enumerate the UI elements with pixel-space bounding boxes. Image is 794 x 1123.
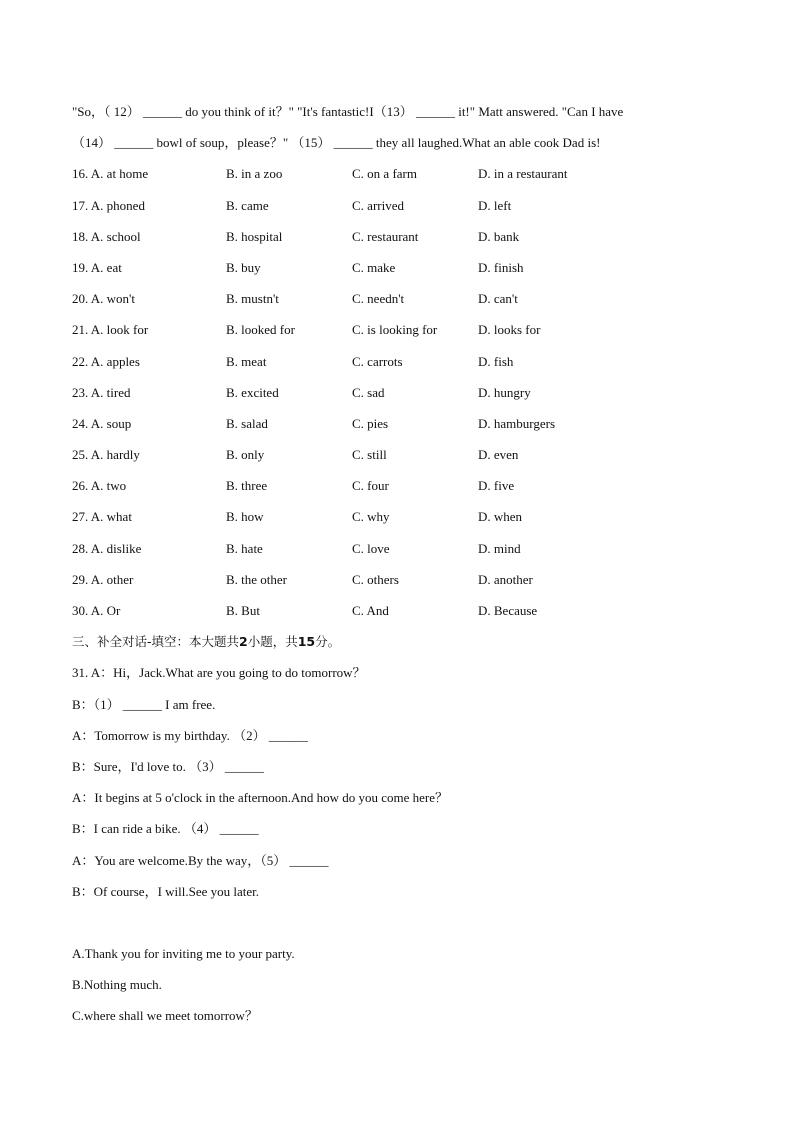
- question-row: [72, 290, 732, 321]
- option-b: B. meat: [226, 353, 267, 369]
- option-d: D. hungry: [478, 384, 531, 400]
- section-points: 15: [297, 634, 316, 650]
- question-row: [72, 540, 732, 571]
- dialogue-line: B：Of course，I will.See you later.: [72, 883, 260, 899]
- dialogue-line: B：I can ride a bike. （4） ______: [72, 821, 259, 837]
- option-b: B. But: [226, 603, 260, 618]
- question-row: [72, 415, 732, 446]
- option-b: B. salad: [226, 415, 268, 431]
- question-row: [72, 602, 732, 633]
- option-c: C. make: [352, 259, 396, 275]
- option-a: 29. A. other: [72, 571, 134, 587]
- option-c: C. needn't: [352, 291, 405, 307]
- option-c: C. on a farm: [352, 166, 417, 182]
- option-c: C. is looking for: [352, 322, 438, 338]
- option-a: 20. A. won't: [72, 291, 136, 307]
- option-a: 21. A. look for: [72, 322, 149, 338]
- option-d: D. left: [478, 197, 512, 213]
- option-d: D. Because: [478, 603, 538, 618]
- question-row: [72, 321, 732, 352]
- question-row: [72, 446, 732, 477]
- question-list: [72, 165, 732, 633]
- option-b: B. only: [226, 447, 265, 463]
- option-a: 28. A. dislike: [72, 540, 142, 556]
- section-heading-suffix: 分。: [315, 634, 341, 650]
- choice-item: C.where shall we meet tomorrow？: [72, 1008, 258, 1024]
- section-heading-mid: 小题，共: [247, 634, 298, 650]
- option-c: C. why: [352, 509, 390, 525]
- option-b: B. three: [226, 478, 268, 494]
- passage-line-2: （14） ______ bowl of soup，please？" （15） ______ they all laughed.What an able cook Dad is!: [72, 135, 601, 151]
- document-page: [72, 103, 732, 1038]
- option-d: D. hamburgers: [478, 415, 556, 431]
- option-c: C. sad: [352, 384, 385, 400]
- question-row: [72, 228, 732, 259]
- option-d: D. when: [478, 509, 523, 525]
- option-c: C. others: [352, 571, 399, 587]
- option-b: B. hospital: [226, 228, 283, 244]
- option-b: B. hate: [226, 540, 263, 556]
- option-b: B. excited: [226, 384, 279, 400]
- option-a: 22. A. apples: [72, 353, 140, 369]
- section-question-count: 2: [239, 634, 248, 650]
- choice-item: A.Thank you for inviting me to your party.: [72, 945, 295, 961]
- option-a: 18. A. school: [72, 228, 141, 244]
- option-a: 23. A. tired: [72, 384, 131, 400]
- dialogue-line: A：It begins at 5 o'clock in the afternoon.And how do you come here？: [72, 790, 448, 806]
- answer-choices: [72, 945, 732, 1039]
- option-d: D. mind: [478, 540, 521, 556]
- option-a: 26. A. two: [72, 478, 127, 494]
- option-a: 16. A. at home: [72, 166, 149, 182]
- question-row: [72, 197, 732, 228]
- passage-line-1: "So，（ 12） ______ do you think of it？" "It's fantastic!I（13） ______ it!" Matt answered. "Can I have: [72, 104, 624, 119]
- question-row: [72, 508, 732, 539]
- option-d: D. five: [478, 478, 515, 494]
- question-row: [72, 353, 732, 384]
- option-d: D. looks for: [478, 322, 541, 338]
- option-b: B. mustn't: [226, 291, 279, 307]
- option-b: B. how: [226, 509, 264, 525]
- dialogue: [72, 664, 732, 914]
- option-c: C. still: [352, 447, 387, 463]
- dialogue-line: 31. A：Hi，Jack.What are you going to do tomorrow？: [72, 665, 366, 681]
- section-heading: [72, 633, 732, 664]
- option-a: 27. A. what: [72, 509, 132, 525]
- option-c: C. four: [352, 478, 389, 494]
- question-row: [72, 571, 732, 602]
- option-a: 17. A. phoned: [72, 197, 145, 213]
- option-c: C. love: [352, 540, 390, 556]
- dialogue-line: A：You are welcome.By the way，（5） ______: [72, 852, 329, 868]
- option-c: C. restaurant: [352, 228, 419, 244]
- option-b: B. buy: [226, 259, 261, 275]
- dialogue-line: A：Tomorrow is my birthday. （2） ______: [72, 727, 308, 743]
- option-b: B. looked for: [226, 322, 295, 338]
- question-row: [72, 165, 732, 196]
- option-b: B. came: [226, 197, 269, 213]
- option-d: D. even: [478, 447, 519, 463]
- option-a: 25. A. hardly: [72, 447, 140, 463]
- option-d: D. another: [478, 571, 533, 587]
- option-a: 19. A. eat: [72, 259, 122, 275]
- option-b: B. in a zoo: [226, 166, 283, 182]
- dialogue-line: B：（1） ______ I am free.: [72, 696, 216, 712]
- question-row: [72, 384, 732, 415]
- option-b: B. the other: [226, 571, 288, 587]
- section-heading-prefix: 三、补全对话-填空：本大题共: [72, 634, 240, 650]
- spacer: [72, 914, 732, 945]
- dialogue-line: B：Sure，I'd love to. （3） ______: [72, 758, 264, 774]
- option-d: D. fish: [478, 353, 514, 369]
- option-d: D. bank: [478, 228, 520, 244]
- question-row: [72, 259, 732, 290]
- option-a: 24. A. soup: [72, 415, 132, 431]
- option-c: C. pies: [352, 415, 389, 431]
- option-d: D. in a restaurant: [478, 166, 568, 182]
- option-c: C. carrots: [352, 353, 403, 369]
- question-row: [72, 477, 732, 508]
- option-a: 30. A. Or: [72, 603, 121, 618]
- choice-item: B.Nothing much.: [72, 977, 162, 993]
- option-d: D. finish: [478, 259, 524, 275]
- option-c: C. arrived: [352, 197, 404, 213]
- option-d: D. can't: [478, 291, 518, 307]
- option-c: C. And: [352, 603, 389, 618]
